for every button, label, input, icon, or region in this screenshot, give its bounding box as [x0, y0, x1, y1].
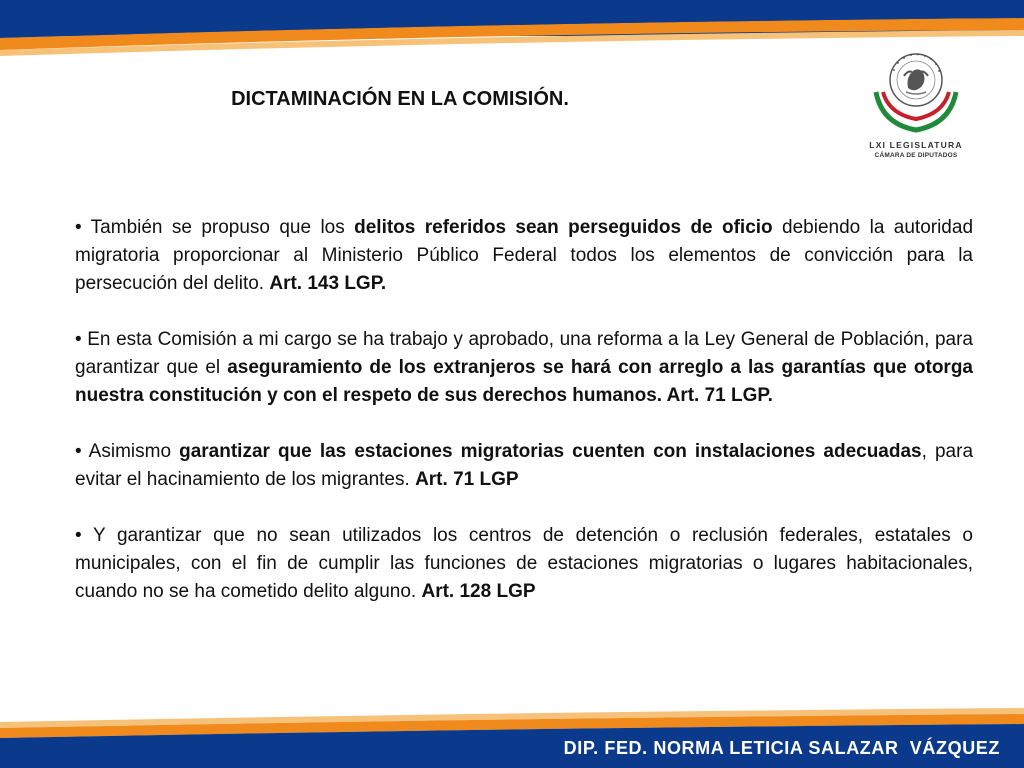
- bullet-paragraph-2: [75, 326, 973, 410]
- legislature-label: LXI LEGISLATURA: [869, 140, 963, 150]
- bullet-paragraph-3: [75, 438, 973, 494]
- chamber-label: CÁMARA DE DIPUTADOS: [874, 152, 958, 159]
- bullet-4-text-1: • Y garantizar que no sean utilizados los centros de detención o reclusión federales, estatales o municipales, con el fin de cumplir las funciones de estaciones migratorias o lugares habitacionales, cuando no se ha cometido delito alguno.: [75, 525, 973, 602]
- bullet-paragraph-1: [75, 214, 973, 298]
- bullet-2-text-1: • En esta Comisión a mi cargo se ha trabajo y aprobado, una reforma a la Ley General de Población, para garantizar que el: [75, 329, 973, 378]
- camara-diputados-logo: [864, 40, 968, 166]
- footer-author-name: DIP. FED. NORMA LETICIA SALAZAR VÁZQUEZ: [563, 738, 1000, 758]
- bullet-1-article-ref: Art. 143 LGP.: [269, 273, 387, 294]
- bullet-3-text-1: • Asimismo: [75, 441, 180, 462]
- bullet-3-text-2: garantizar que las estaciones migratorias cuenten con instalaciones adecuadas: [179, 441, 922, 462]
- bullet-1-text-3: debiendo la autoridad migratoria proporcionar al Ministerio Público Federal todos los elementos de convicción para la persecución del delito.: [75, 217, 974, 294]
- slide-title: DICTAMINACIÓN EN LA COMISIÓN.: [231, 88, 569, 110]
- bullet-list: [75, 214, 973, 634]
- bullet-paragraph-4: [75, 522, 973, 606]
- bullet-2-text-2: aseguramiento de los extranjeros se hará con arreglo a las garantías que otorga nuestra constitución y con el respeto de sus derechos humanos. Art. 71 LGP.: [75, 357, 973, 406]
- national-seal-icon: [868, 40, 964, 136]
- bullet-3-article-ref: Art. 71 LGP: [415, 469, 519, 490]
- bullet-4-article-ref: Art. 128 LGP: [421, 581, 536, 602]
- bullet-1-text-2: delitos referidos sean perseguidos de oficio: [354, 217, 773, 238]
- bullet-1-text-1: • También se propuso que los: [75, 217, 355, 238]
- bullet-3-text-3: , para evitar el hacinamiento de los migrantes.: [75, 441, 974, 490]
